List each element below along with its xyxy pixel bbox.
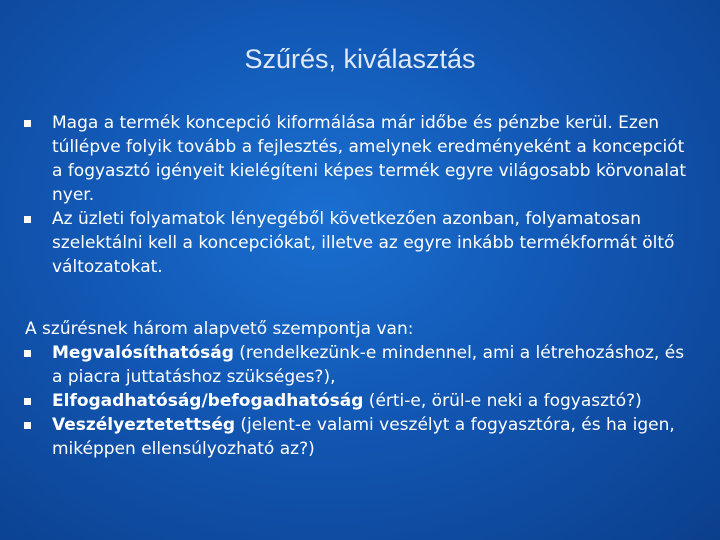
bullet-text: Az üzleti folyamatok lényegéből következően azonban, folyamatosan szelektálni kell a koncepciókat, illetve az egyre inkább termékformát öltő változatokat.: [52, 209, 675, 277]
bullet-text: Maga a termék koncepció kiformálása már időbe és pénzbe kerül. Ezen túllépve folyik tovább a fejlesztés, amelynek eredményeként a koncepciót a fogyasztó igényeit kielégíteni képes termék egyre világosabb körvonalat nyer.: [52, 113, 687, 205]
criterion-term: Veszélyeztetettség: [52, 415, 236, 435]
square-bullet-icon: [24, 350, 31, 357]
list-item: [0, 207, 720, 279]
square-bullet-icon: [24, 120, 31, 127]
criterion-description: (jelent-e valami veszélyt a fogyasztóra, és ha igen, miképpen ellensúlyozható az?): [52, 415, 675, 459]
list-item: [0, 389, 720, 413]
list-item: [0, 413, 720, 461]
top-bullet-list: [0, 111, 720, 279]
slide-title: Szűrés, kiválasztás: [244, 44, 476, 74]
square-bullet-icon: [24, 422, 31, 429]
criteria-section: [0, 317, 720, 461]
criterion-term: Megvalósíthatóság: [52, 343, 234, 363]
criteria-intro: A szűrésnek három alapvető szempontja van:: [25, 319, 414, 339]
square-bullet-icon: [24, 216, 31, 223]
criterion-term: Elfogadhatóság/befogadhatóság: [52, 391, 364, 411]
list-item: [0, 341, 720, 389]
criterion-description: (rendelkezünk-e mindennel, ami a létrehozáshoz, és a piacra juttatáshoz szükséges?),: [52, 343, 685, 387]
list-item: [0, 111, 720, 207]
square-bullet-icon: [24, 398, 31, 405]
criterion-description: (érti-e, örül-e neki a fogyasztó?): [363, 391, 642, 411]
